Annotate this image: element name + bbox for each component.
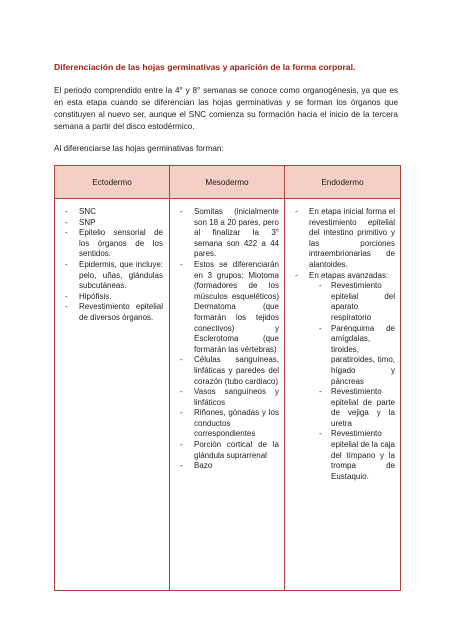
mesodermo-cell xyxy=(170,199,285,591)
ectodermo-list xyxy=(61,207,164,324)
list-item: - Hipófisis. xyxy=(61,292,164,303)
endodermo-cell xyxy=(285,199,401,591)
list-item: - Porción cortical de la glándula suprarrenal xyxy=(176,440,279,461)
list-item: - Vasos sanguíneos y linfáticos xyxy=(176,387,279,408)
header-endodermo: Endodermo xyxy=(285,166,401,199)
sub-list-item: - Revestimiento epitelial del aparato respiratorio xyxy=(309,281,395,323)
list-item: - En etapa inicial forma el revestimiento epitelial del intestino primitivo y las porciones intraembrionarias de alantoides. xyxy=(291,207,395,271)
ectodermo-cell xyxy=(55,199,170,591)
table-header-row xyxy=(55,166,401,199)
list-item: - Somitas (inicialmente son 18 a 20 pares, pero al finalizar la 3° semana son 422 a 44 pares. xyxy=(176,207,279,260)
endodermo-sublist xyxy=(309,281,395,482)
list-item: - SNC xyxy=(61,207,164,218)
endodermo-list xyxy=(291,207,395,482)
table-intro: Al diferenciarse las hojas germinativas forman: xyxy=(54,144,224,153)
list-item: - SNP xyxy=(61,218,164,229)
list-item: - Revestimiento epitelial de diversos órganos. xyxy=(61,302,164,323)
germ-layers-table xyxy=(54,165,401,591)
list-item xyxy=(291,271,395,483)
sub-list-item: - Parénquima de amígdalas, tiroides, paratiroides, timo, hígado y páncreas xyxy=(309,324,395,388)
document-title: Diferenciación de las hojas germinativas y aparición de la forma corporal. xyxy=(54,62,356,72)
sub-list-item: - Revestimiento epitelial de parte de vejiga y la uretra xyxy=(309,387,395,429)
list-item: - Epidermis, que incluye: pelo, uñas, glándulas subcutáneas. xyxy=(61,260,164,292)
sub-list-item: - Revestimiento epitelial de la caja del tímpano y la trompa de Eustaquio. xyxy=(309,429,395,482)
table-body-row xyxy=(55,199,401,591)
list-item: - Bazo xyxy=(176,461,279,472)
list-item: - Estos se diferenciarán en 3 grupos: Miotoma (formadores de los músculos esqueléticos) Dermatoma (que formarán los tejidos conectivos) y Esclerotoma (que formarán las vértebras) xyxy=(176,260,279,355)
list-item: - Células sanguíneas, linfáticas y paredes del corazón (tubo cardiaco) xyxy=(176,355,279,387)
list-item: - Riñones, gónadas y los conductos correspondientes xyxy=(176,408,279,440)
header-ectodermo: Ectodermo xyxy=(55,166,170,199)
intro-paragraph: El periodo comprendido entre la 4° y 8° semanas se conoce como organogénesis, ya que es en esta etapa cuando se diferencian las hojas germinativas y se forman los órganos que constituyen al nuevo ser, aunque el SNC comienza su formación hacia el inicio de la tercera semana a partir del disco estodérmico. xyxy=(54,86,398,131)
list-item-label: En etapas avanzadas: xyxy=(309,270,389,280)
list-item: - Epitelio sensorial de los órganos de los sentidos. xyxy=(61,228,164,260)
mesodermo-list xyxy=(176,207,279,472)
header-mesodermo: Mesodermo xyxy=(170,166,285,199)
